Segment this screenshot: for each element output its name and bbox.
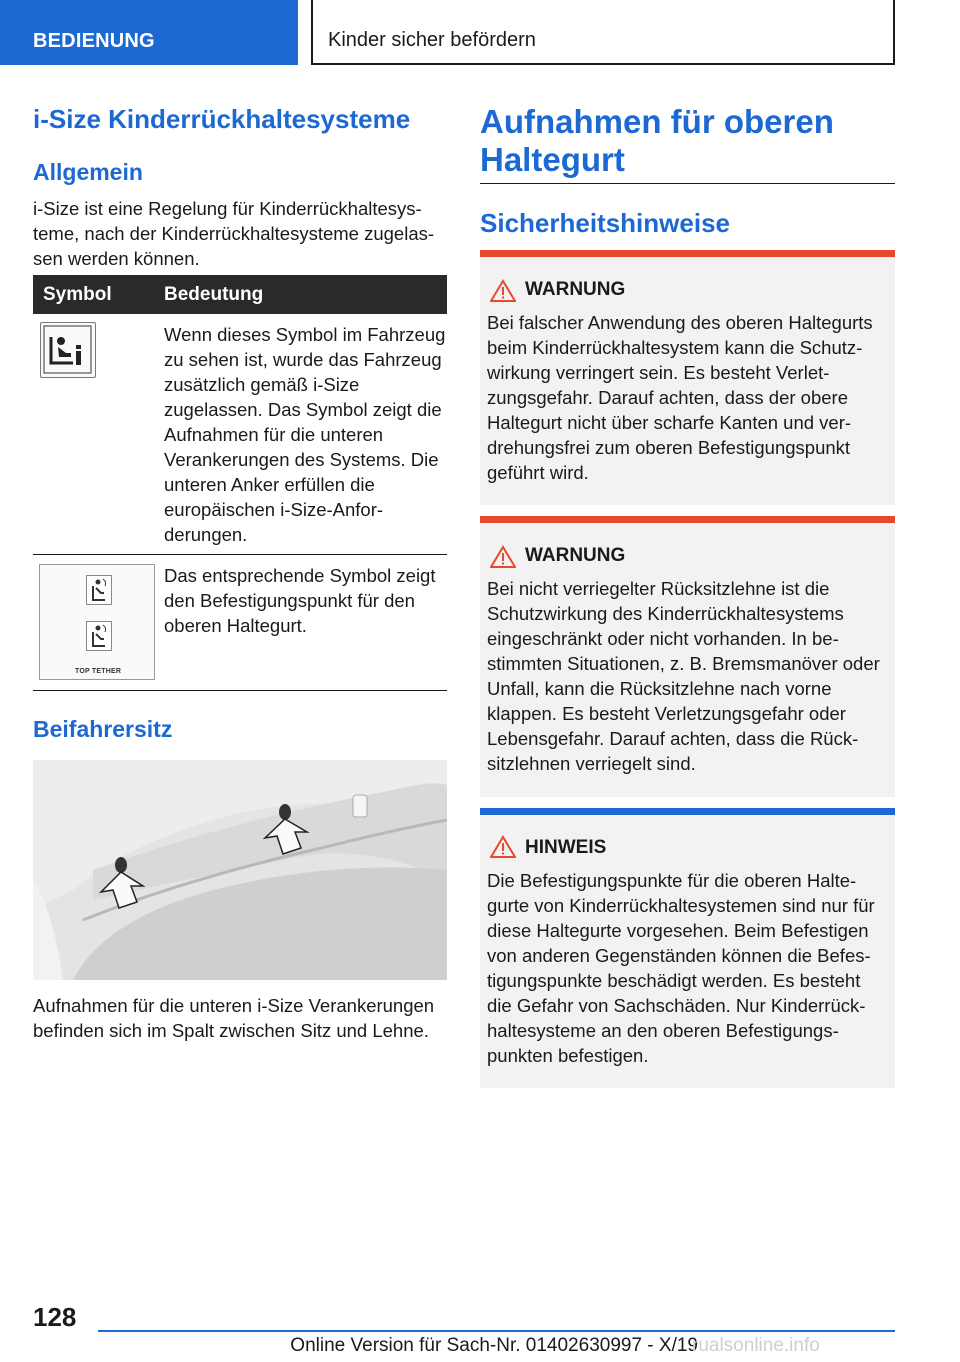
subtitle-passenger-seat: Beifahrersitz bbox=[33, 716, 173, 742]
table-cell-meaning: Das entsprechende Symbol zeigt den Befestigungspunkt für den oberen Haltegurt. bbox=[164, 565, 436, 636]
table-cell-meaning: Wenn dieses Symbol im Fahrzeug zu sehen ist, wurde das Fahrzeug zusätzlich gemäß i-Size zugelassen. Das Symbol zeigt die Aufnahmen für die unteren Verankerungen des Systems. Die unteren Anker erfüllen die europäischen i-Size-Anforderungen. bbox=[164, 324, 446, 545]
col-meaning-header: Bedeutung bbox=[164, 284, 264, 305]
table-row bbox=[33, 314, 447, 555]
notice-bar bbox=[480, 808, 895, 815]
watermark: rualsonline.info bbox=[692, 1335, 820, 1356]
warning-box bbox=[480, 516, 895, 797]
top-tether-label: TOP TETHER bbox=[75, 668, 122, 675]
top-tether-icon-lower bbox=[86, 621, 112, 651]
chapter-label: Kinder sicher befördern bbox=[328, 29, 536, 51]
online-version-label: Online Version für Sach-Nr. 01402630997 - X/19 bbox=[290, 1335, 698, 1356]
col-symbol-header: Symbol bbox=[43, 284, 112, 305]
notice-text: Die Befestigungspunkte für die oberen Haltegurte von Kinderrückhaltesystemen sind nur für diese Haltegurte vorgesehen. Beim Befestigen von anderen Gegenständen können die Befestigungspunkte beschädigt werden. Es besteht die Gefahr von Sachschäden. Nur Kinderrückhaltesysteme an den oberen Befestigungspunkten befestigen. bbox=[487, 870, 875, 1066]
section-label: BEDIENUNG bbox=[33, 30, 155, 52]
notice-box bbox=[480, 808, 895, 1088]
warning-bar bbox=[480, 250, 895, 257]
warning-box bbox=[480, 250, 895, 505]
top-tether-icon-upper bbox=[86, 575, 112, 605]
intro-paragraph: i-Size ist eine Regelung für Kinderrückhaltesysteme, nach der Kinderrückhaltesysteme zugelassen werden können. bbox=[33, 198, 435, 269]
page-number: 128 bbox=[33, 1302, 77, 1332]
subtitle-general: Allgemein bbox=[33, 159, 143, 185]
warning-title: WARNUNG bbox=[525, 279, 626, 300]
section-tab bbox=[0, 0, 298, 65]
title-divider bbox=[480, 183, 895, 184]
chapter-tab bbox=[311, 0, 895, 65]
safety-notes-subtitle: Sicherheitshinweise bbox=[480, 208, 730, 238]
photo-caption: Aufnahmen für die unteren i-Size Verankerungen befinden sich im Spalt zwischen Sitz und Lehne. bbox=[33, 995, 435, 1041]
top-tether-icon bbox=[39, 564, 155, 680]
warning-text: Bei nicht verriegelter Rücksitzlehne ist die Schutzwirkung des Kinderrückhaltesystems eingeschränkt oder nicht vorhanden. In bestimmten Situationen, z. B. Bremsmanöver oder Unfall, kann die Rücksitzlehne nach vorne klappen. Es besteht Verletzungsgefahr oder Lebensgefahr. Darauf achten, dass die Rücksitzlehnen verriegelt sind. bbox=[487, 578, 880, 774]
warning-triangle-icon bbox=[490, 279, 516, 303]
warning-triangle-icon bbox=[490, 545, 516, 569]
notice-triangle-icon bbox=[490, 835, 516, 859]
footer-divider bbox=[98, 1330, 895, 1332]
warning-title: WARNUNG bbox=[525, 545, 626, 566]
warning-bar bbox=[480, 516, 895, 523]
warning-text: Bei falscher Anwendung des oberen Haltegurts beim Kinderrückhaltesystem kann die Schutzwirkung verringert sein. Es besteht Verletzungsgefahr. Darauf achten, dass der obere Haltegurt nicht über scharfe Kanten und verdrehungsfrei zum oberen Befestigungspunkt geführt wird. bbox=[487, 312, 873, 483]
seat-anchor-photo bbox=[33, 760, 447, 980]
notice-title: HINWEIS bbox=[525, 837, 607, 858]
table-header bbox=[33, 275, 447, 314]
right-section-title: Aufnahmen für oberen Haltegurt bbox=[480, 103, 834, 178]
isize-child-seat-icon bbox=[40, 322, 96, 378]
table-row bbox=[33, 555, 447, 691]
section-title: i‑Size Kinderrückhaltesysteme bbox=[33, 104, 411, 134]
